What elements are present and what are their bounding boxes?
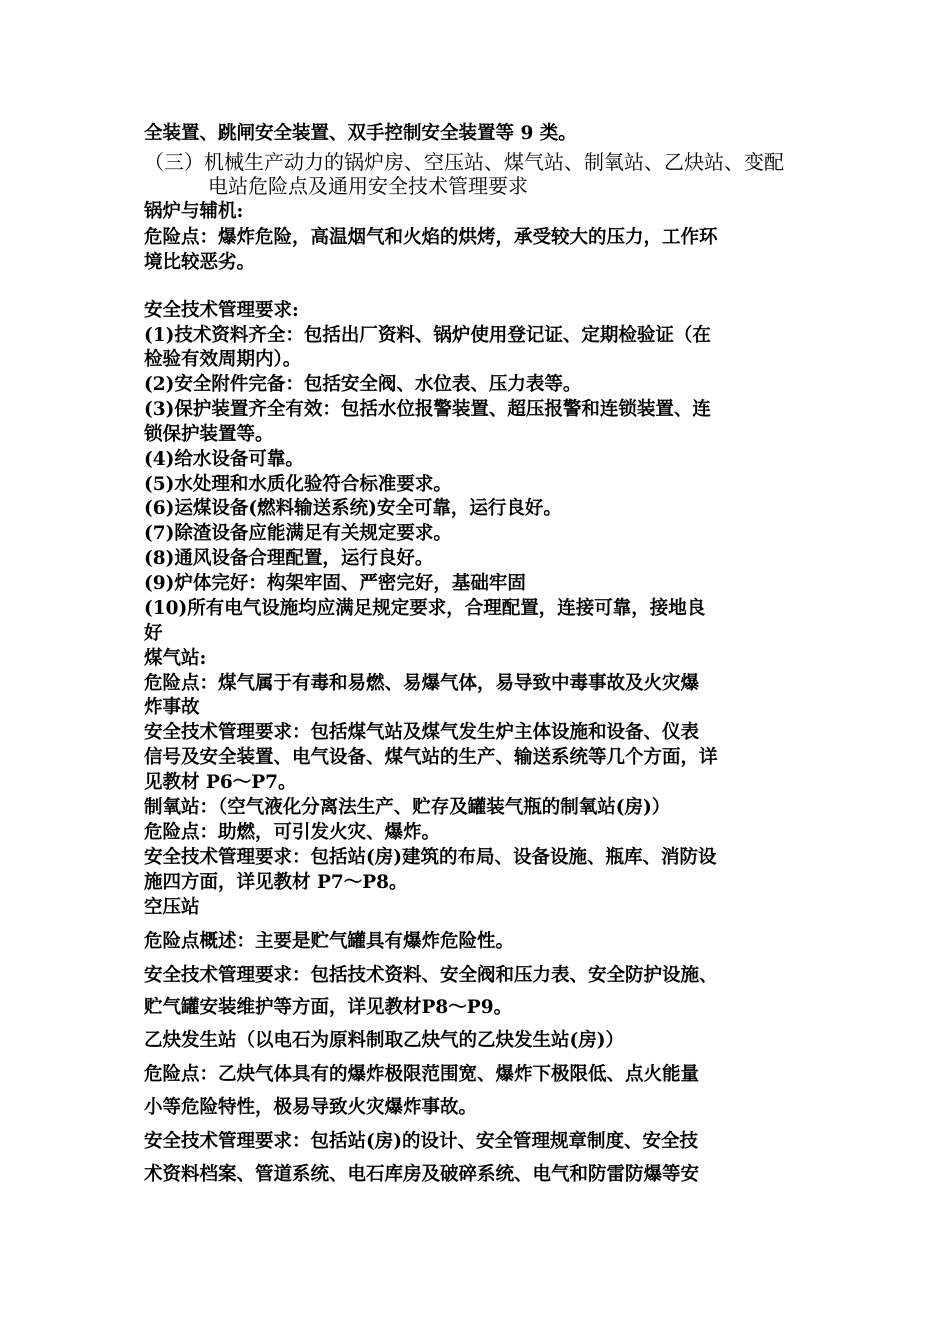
- text-line: 见教材 P6～P7。: [144, 772, 297, 793]
- list-item: (5)水处理和水质化验符合标准要求。: [144, 474, 452, 495]
- text-line: 安全技术管理要求：包括站(房)的设计、安全管理规章制度、安全技: [144, 1131, 699, 1152]
- text-line: 术资料档案、管道系统、电石库房及破碎系统、电气和防雷防爆等安: [144, 1164, 700, 1185]
- text-line: 境比较恶劣。: [144, 252, 256, 273]
- text-line: 小等危险特性，极易导致火灾爆炸事故。: [144, 1097, 478, 1118]
- list-item: (8)通风设备合理配置，运行良好。: [144, 548, 434, 569]
- list-item: (2)安全附件完备：包括安全阀、水位表、压力表等。: [144, 374, 582, 395]
- list-item: (9)炉体完好：构架牢固、严密完好，基础牢固: [144, 573, 526, 594]
- subheading-boiler: 锅炉与辅机:: [144, 201, 244, 222]
- section-heading: （三）机械生产动力的锅炉房、空压站、煤气站、制氧站、乙炔站、变配: [144, 150, 784, 174]
- text-line: 危险点：爆炸危险，高温烟气和火焰的烘烤，承受较大的压力，工作环: [144, 227, 718, 248]
- text-line: 施四方面，详见教材 P7～P8。: [144, 872, 408, 893]
- text-line: 危险点概述：主要是贮气罐具有爆炸危险性。: [144, 931, 515, 952]
- text-line: 安全技术管理要求：包括站(房)建筑的布局、设备设施、瓶库、消防设: [144, 847, 717, 868]
- list-item: (4)给水设备可靠。: [144, 449, 304, 470]
- list-item: (7)除渣设备应能满足有关规定要求。: [144, 523, 452, 544]
- text-line: 信号及安全装置、电气设备、煤气站的生产、输送系统等几个方面，详: [144, 747, 718, 768]
- list-item-cont: 锁保护装置等。: [144, 424, 274, 445]
- text-line: 安全技术管理要求：包括煤气站及煤气发生炉主体设施和设备、仪表: [144, 722, 700, 743]
- subheading-acetylene: 乙炔发生站（以电石为原料制取乙炔气的乙炔发生站(房)）: [144, 1030, 625, 1051]
- text-line: 危险点：助燃，可引发火灾、爆炸。: [144, 822, 441, 843]
- text-line: 安全技术管理要求：包括技术资料、安全阀和压力表、安全防护设施、: [144, 965, 718, 986]
- text-line: 危险点：煤气属于有毒和易燃、易爆气体，易导致中毒事故及火灾爆: [144, 673, 700, 694]
- text-line: 贮气罐安装维护等方面，详见教材P8～P9。: [144, 997, 513, 1018]
- list-item: (3)保护装置齐全有效：包括水位报警装置、超压报警和连锁装置、连: [144, 399, 711, 420]
- subheading-gas: 煤气站:: [144, 648, 207, 669]
- list-item: (1)技术资料齐全：包括出厂资料、锅炉使用登记证、定期检验证（在: [144, 325, 711, 346]
- subheading-air: 空压站: [144, 897, 200, 918]
- list-item: (10)所有电气设施均应满足规定要求，合理配置，连接可靠，接地良: [144, 598, 706, 619]
- text-line: 危险点：乙炔气体具有的爆炸极限范围宽、爆炸下极限低、点火能量: [144, 1064, 700, 1085]
- text-line: 全装置、跳闸安全装置、双手控制安全装置等 9 类。: [144, 123, 577, 144]
- text-line: 炸事故: [144, 697, 200, 718]
- list-item-cont: 检验有效周期内）。: [144, 349, 302, 370]
- list-item: (6)运煤设备(燃料输送系统)安全可靠，运行良好。: [144, 498, 562, 519]
- list-item-cont: 好: [144, 623, 163, 644]
- section-heading-cont: 电站危险点及通用安全技术管理要求: [208, 174, 528, 198]
- subheading-oxygen: 制氧站：（空气液化分离法生产、贮存及罐装气瓶的制氧站(房)）: [144, 797, 671, 818]
- text-line: 安全技术管理要求:: [144, 300, 299, 321]
